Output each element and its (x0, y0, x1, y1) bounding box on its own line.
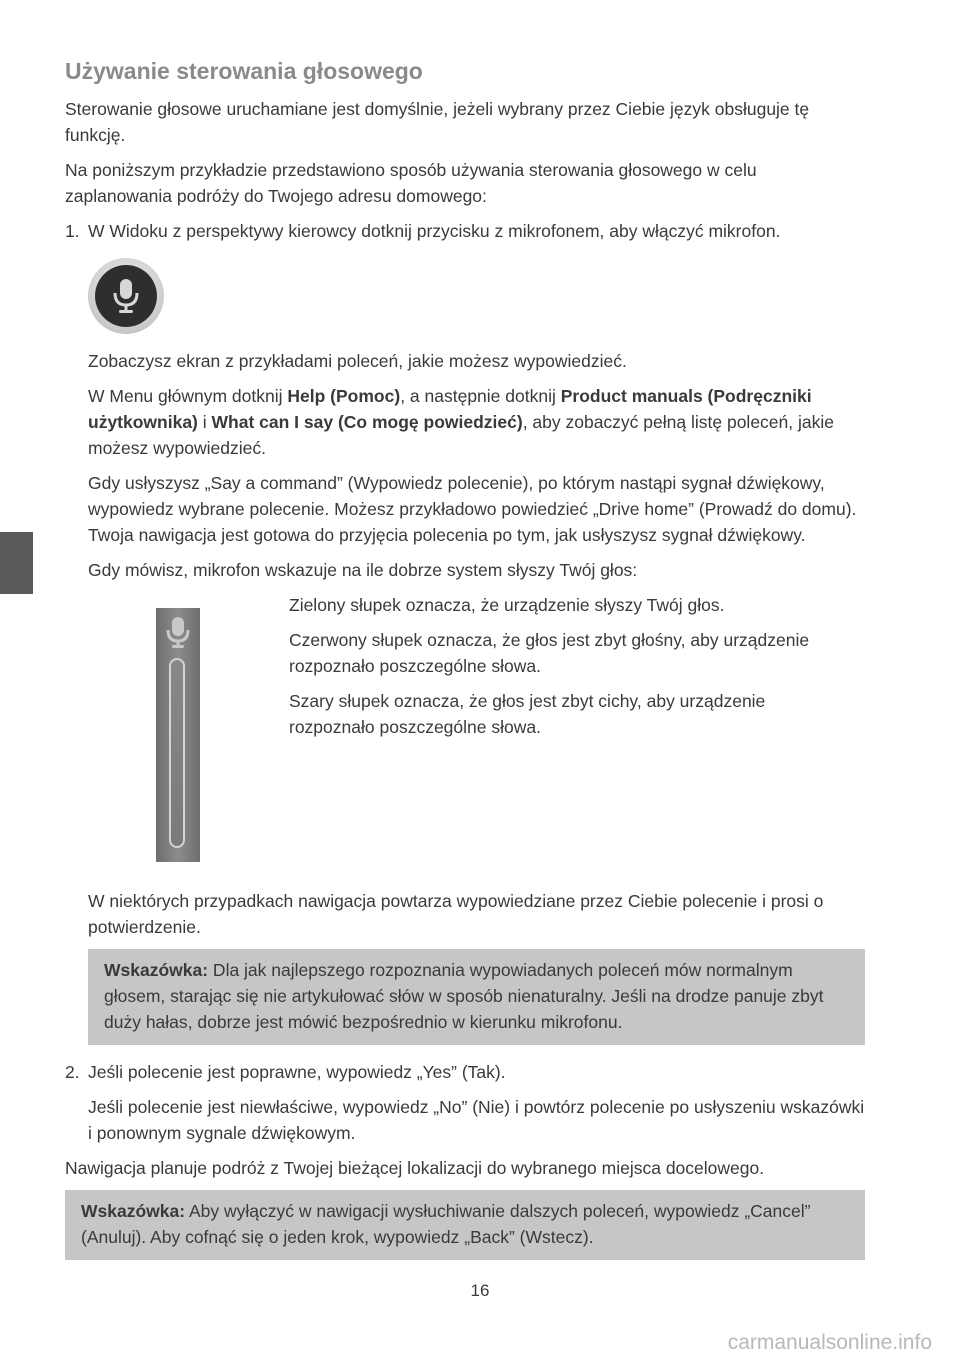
step-2-text: Jeśli polecenie jest poprawne, wypowiedz „Yes” (Tak). (88, 1062, 506, 1082)
help-label: Help (Pomoc) (287, 386, 401, 406)
microphone-icon (111, 277, 141, 315)
route-planning-paragraph: Nawigacja planuje podróż z Twojej bieżącej lokalizacji do wybranego miejsca docelowego. (65, 1158, 765, 1178)
watermark: carmanualsonline.info (727, 1331, 932, 1354)
wrong-command-paragraph: Jeśli polecenie jest niewłaściwe, wypowiedz „No” (Nie) i powtórz polecenie po usłyszeniu wskazówki i ponownym sygnale dźwiękowym. (88, 1097, 865, 1143)
section-tab (0, 532, 33, 594)
product-manuals-label: Product manuals (Podręczniki użytkownika) (88, 386, 812, 432)
see-screen-paragraph: Zobaczysz ekran z przykładami poleceń, jakie możesz wypowiedzieć. (88, 351, 627, 371)
tip-2-text: Aby wyłączyć w nawigacji wysłuchiwanie dalszych poleceń, wypowiedz „Cancel” (Anuluj). Aby cofnąć się o jeden krok, wypowiedz „Back” (Wstecz). (81, 1201, 811, 1247)
level-bar (169, 658, 185, 848)
page-title: Używanie sterowania głosowego (65, 58, 423, 84)
step-1 (65, 218, 865, 244)
step-2 (65, 1059, 865, 1085)
page-content (65, 54, 865, 1274)
step-1-number: 1. (65, 221, 80, 241)
step-1-text: W Widoku z perspektywy kierowcy dotknij przycisku z mikrofonem, aby włączyć mikrofon. (88, 221, 781, 241)
tip-1-label: Wskazówka: (104, 960, 209, 980)
microphone-icon (164, 616, 192, 650)
green-bar-text: Zielony słupek oznacza, że urządzenie słyszy Twój głos. (289, 595, 725, 615)
microphone-level-section (65, 592, 865, 878)
main-menu-paragraph: W Menu głównym dotknij Help (Pomoc), a następnie dotknij Product manuals (Podręczniki użytkownika) i What can I say (Co mogę powiedzieć), aby zobaczyć pełną listę poleceń, jakie możesz wypowiedzieć. (88, 386, 834, 458)
say-command-paragraph: Gdy usłyszysz „Say a command” (Wypowiedz polecenie), po którym nastąpi sygnał dźwiękowy, wypowiedz wybrane polecenie. Możesz przykładowo powiedzieć „Drive home” (Prowadź do domu). Twoja nawigacja jest gotowa do przyjęcia polecenia po tym, jak usłyszysz sygnał dźwiękowy. (88, 473, 857, 545)
red-bar-text: Czerwony słupek oznacza, że głos jest zbyt głośny, aby urządzenie rozpoznało poszczególne słowa. (289, 630, 810, 676)
what-can-i-say-label: What can I say (Co mogę powiedzieć) (211, 412, 523, 432)
intro-paragraph-2: Na poniższym przykładzie przedstawiono sposób używania sterowania głosowego w celu zaplanowania podróży do Twojego adresu domowego: (65, 160, 757, 206)
speaking-paragraph: Gdy mówisz, mikrofon wskazuje na ile dobrze system słyszy Twój głos: (88, 560, 638, 580)
tip-2-label: Wskazówka: (81, 1201, 186, 1221)
tip-box-1 (88, 949, 865, 1045)
page-number: 16 (470, 1281, 490, 1300)
confirmation-paragraph: W niektórych przypadkach nawigacja powtarza wypowiedziane przez Ciebie polecenie i prosi o potwierdzenie. (88, 891, 824, 937)
intro-paragraph-1: Sterowanie głosowe uruchamiane jest domyślnie, jeżeli wybrany przez Ciebie język obsługuje tę funkcję. (65, 99, 810, 145)
step-2-number: 2. (65, 1062, 80, 1082)
grey-bar-text: Szary słupek oznacza, że głos jest zbyt cichy, aby urządzenie rozpoznało poszczególne słowa. (289, 691, 766, 737)
tip-box-2 (65, 1190, 865, 1260)
tip-1-text: Dla jak najlepszego rozpoznania wypowiadanych poleceń mów normalnym głosem, starając się nie artykułować słów w sposób nienaturalny. Jeśli na drodze panuje zbyt duży hałas, dobrze jest mówić bezpośrednio w kierunku mikrofonu. (104, 960, 824, 1032)
microphone-button (88, 258, 164, 334)
microphone-level-icon (156, 608, 200, 862)
